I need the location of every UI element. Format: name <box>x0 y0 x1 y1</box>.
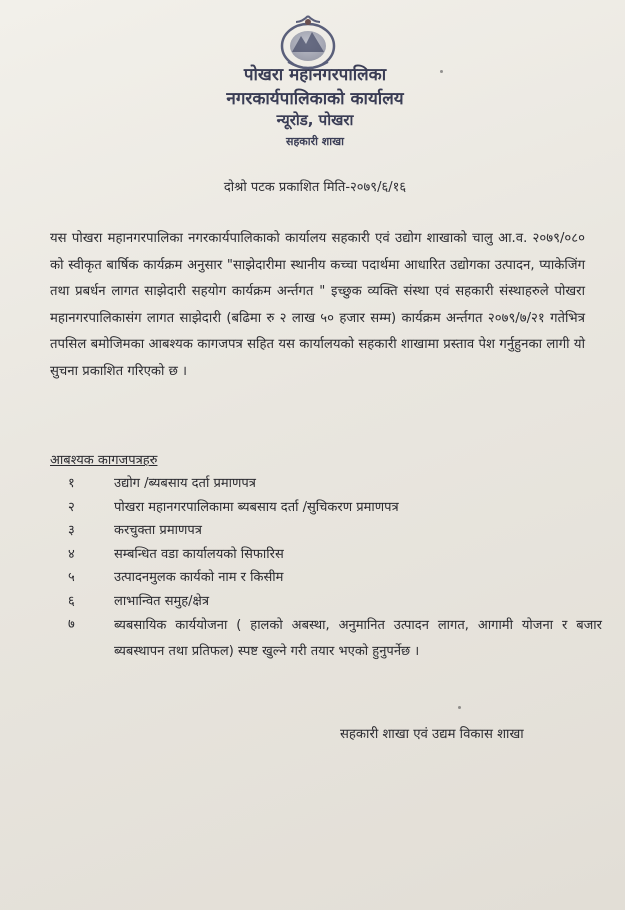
paper-speck <box>440 70 443 73</box>
office-name: पोखरा महानगरपालिका <box>243 65 387 85</box>
item-number: ४ <box>68 546 75 562</box>
item-number: ५ <box>68 570 75 585</box>
notice-body: यस पोखरा महानगरपालिका नगरकार्यपालिकाको कार्यालय सहकारी एवं उद्योग शाखाको चालु आ.व. २०७९/०८० को स्वीकृत बार्षिक कार्यक्रम अनुसार "साझेदारीमा स्थानीय कच्चा पदार्थमा आधारित उद्योगका उत्पादन, प्याकेजिंग तथा प्रबर्धन लागत साझेदारी सहयोग कार्यक्रम अर्न्तगत " इच्छुक व्यक्ति संस्था एवं सहकारी संस्थाहरुले पोखरा महानगरपालिकासंग लागत साझेदारी (बढिमा रु २ लाख ५० हजार सम्म) कार्यक्रम अर्न्तगत २०७९/७/२१ गतेभित्र तपसिल बमोजिमका आबश्यक कागजपत्र सहित यस कार्यालयको सहकारी शाखामा प्रस्ताव पेश गर्नुहुनका लागी यो सुचना प्रकाशित गरिएको छ । <box>50 231 585 379</box>
list-item <box>62 590 602 614</box>
item-number: १ <box>68 476 75 491</box>
list-item <box>62 566 602 590</box>
office-section: सहकारी शाखा <box>286 135 344 148</box>
item-text: करचुक्ता प्रमाणपत्र <box>114 523 202 538</box>
signature-block: सहकारी शाखा एवं उद्यम विकास शाखा <box>340 727 524 742</box>
list-item <box>62 496 602 520</box>
item-text: लाभान्वित समुह/क्षेत्र <box>114 593 210 609</box>
list-item <box>62 613 602 665</box>
paper-speck <box>458 706 461 709</box>
documents-list <box>62 472 602 665</box>
item-number: ६ <box>68 593 75 609</box>
item-text: ब्यबसायिक कार्ययोजना ( हालको अबस्था, अनुमानित उत्पादन लागत, आगामी योजना र बजार ब्यबस्थापन तथा प्रतिफल) स्पष्ट खुल्ने गरी तयार भएको हुनुपर्नेछ । <box>114 618 602 659</box>
item-number: ३ <box>68 523 75 538</box>
office-subtitle: नगरकार्यपालिकाको कार्यालय <box>226 89 404 109</box>
list-item <box>62 543 602 567</box>
item-number: २ <box>68 499 75 515</box>
documents-heading: आबश्यक कागजपत्रहरु <box>50 453 158 468</box>
published-date: दोश्रो पटक प्रकाशित मिति-२०७९/६/१६ <box>223 180 407 195</box>
item-text: उत्पादनमुलक कार्यको नाम र किसीम <box>114 570 284 585</box>
office-address: न्यूरोड, पोखरा <box>276 111 354 129</box>
item-text: उद्योग /ब्यबसाय दर्ता प्रमाणपत्र <box>114 476 256 491</box>
item-text: सम्बन्धित वडा कार्यालयको सिफारिस <box>114 546 284 562</box>
item-number: ७ <box>68 617 75 632</box>
list-item <box>62 472 602 496</box>
item-text: पोखरा महानगरपालिकामा ब्यबसाय दर्ता /सुचिकरण प्रमाणपत्र <box>114 499 399 515</box>
list-item <box>62 519 602 543</box>
